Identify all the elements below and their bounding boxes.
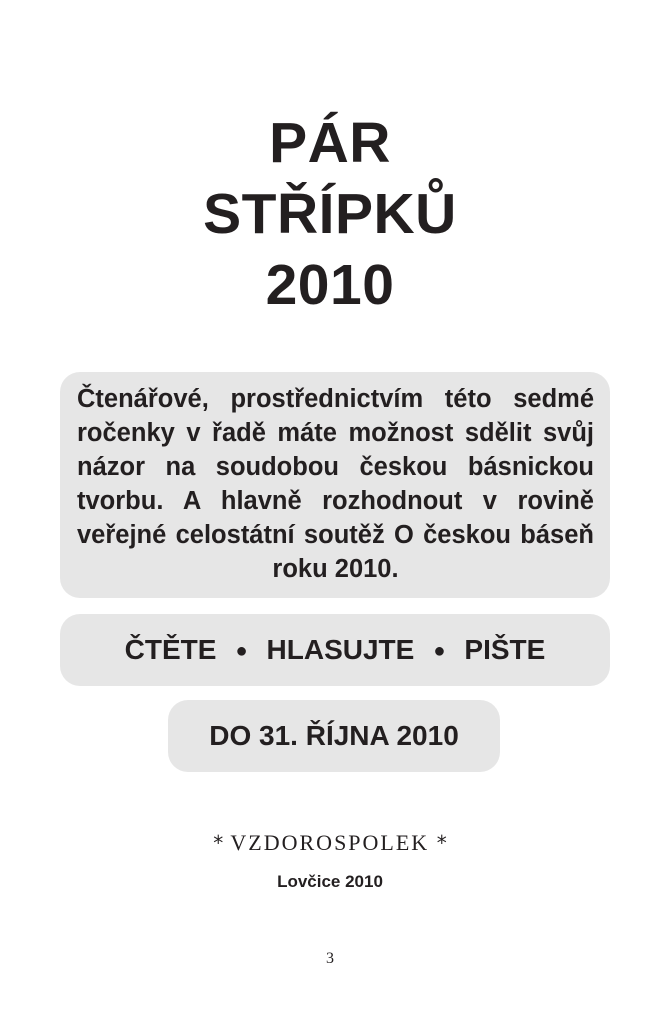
- bullet-icon: ●: [235, 639, 248, 662]
- bullet-icon: ●: [433, 639, 446, 662]
- motto-write: PIŠTE: [464, 634, 546, 665]
- star-icon: *: [436, 831, 447, 855]
- intro-text: Čtenářové, prostřednictvím této sedmé ročenky v řadě máte možnost sdělit svůj názor na soudobou českou básnickou tvorbu. A hlavně rozhodnout v rovině veřejné celostátní soutěž O českou báseň roku 2010.: [77, 385, 594, 583]
- motto-vote: HLASUJTE: [266, 634, 415, 665]
- motto-read: ČTĚTE: [124, 634, 217, 665]
- star-icon: *: [213, 831, 224, 855]
- publisher-name: VZDOROSPOLEK: [230, 830, 430, 855]
- page-number: 3: [326, 950, 334, 967]
- place-year: Lovčice 2010: [277, 872, 383, 891]
- intro-panel: [60, 372, 610, 598]
- motto-panel: [60, 614, 610, 686]
- title-line-3: 2010: [265, 253, 395, 317]
- book-title: [0, 108, 660, 321]
- publisher: [0, 830, 660, 856]
- title-line-2: STŘÍPKŮ: [203, 182, 457, 246]
- deadline-panel: [168, 700, 500, 772]
- deadline-text: DO 31. ŘÍJNA 2010: [209, 720, 459, 751]
- title-line-1: PÁR: [269, 111, 391, 175]
